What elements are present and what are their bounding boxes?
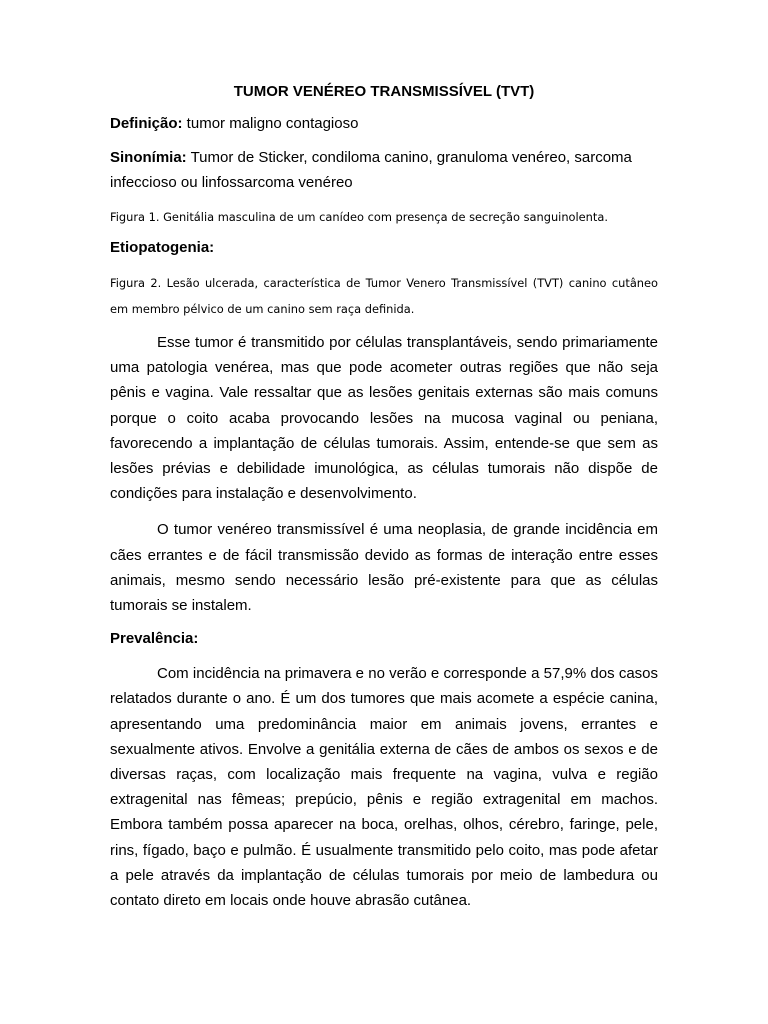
synonyms-line	[110, 145, 658, 195]
etiopathogenesis-paragraph-2: O tumor venéreo transmissível é uma neoplasia, de grande incidência em cães errantes e de fácil transmissão devido as formas de interação entre esses animais, mesmo sendo necessário lesão pré-existente para que as células tumorais se instalem.	[110, 521, 658, 615]
etiopathogenesis-paragraph-1: Esse tumor é transmitido por células transplantáveis, sendo primariamente uma patologia venérea, mas que pode acometer outras regiões que não seja pênis e vagina. Vale ressaltar que as lesões genitais externas são mais comuns porque o coito acaba provocando lesões na mucosa vaginal ou peniana, favorecendo a implantação de células tumorais. Assim, entende-se que sem as lesões prévias e debilidade imunológica, as células tumorais não dispõe de condições para instalação e desenvolvimento.	[110, 334, 658, 503]
document-page	[110, 82, 658, 924]
document-title: TUMOR VENÉREO TRANSMISSÍVEL (TVT)	[233, 83, 535, 100]
figure-2-caption: Figura 2. Lesão ulcerada, característica de Tumor Venero Transmissível (TVT) canino cutâneo em membro pélvico de um canino sem raça definida.	[110, 276, 658, 316]
synonyms-text: Tumor de Sticker, condiloma canino, granuloma venéreo, sarcoma infeccioso ou linfossarcoma venéreo	[110, 149, 632, 191]
synonyms-label: Sinonímia:	[110, 149, 187, 166]
prevalence-paragraph: Com incidência na primavera e no verão e corresponde a 57,9% dos casos relatados durante o ano. É um dos tumores que mais acomete a espécie canina, apresentando uma predominância maior em animais jovens, errantes e sexualmente ativos. Envolve a genitália externa de cães de ambos os sexos e de diversas raças, com localização mais frequente na vagina, vulva e região extragenital nas fêmeas; prepúcio, pênis e região extragenital em machos. Embora também possa aparecer na boca, orelhas, olhos, cérebro, faringe, pele, rins, fígado, baço e pulmão. É usualmente transmitido pelo coito, mas pode afetar a pele através da implantação de células tumorais por meio de lambedura ou contato direto em locais onde houve abrasão cutânea.	[110, 665, 658, 910]
figure-1-caption: Figura 1. Genitália masculina de um canídeo com presença de secreção sanguinolenta.	[110, 210, 608, 224]
definition-label: Definição:	[110, 115, 183, 132]
prevalence-heading: Prevalência:	[110, 630, 199, 648]
definition-line	[110, 111, 658, 136]
definition-text: tumor maligno contagioso	[182, 115, 359, 132]
etiopathogenesis-heading: Etiopatogenia:	[110, 239, 215, 256]
